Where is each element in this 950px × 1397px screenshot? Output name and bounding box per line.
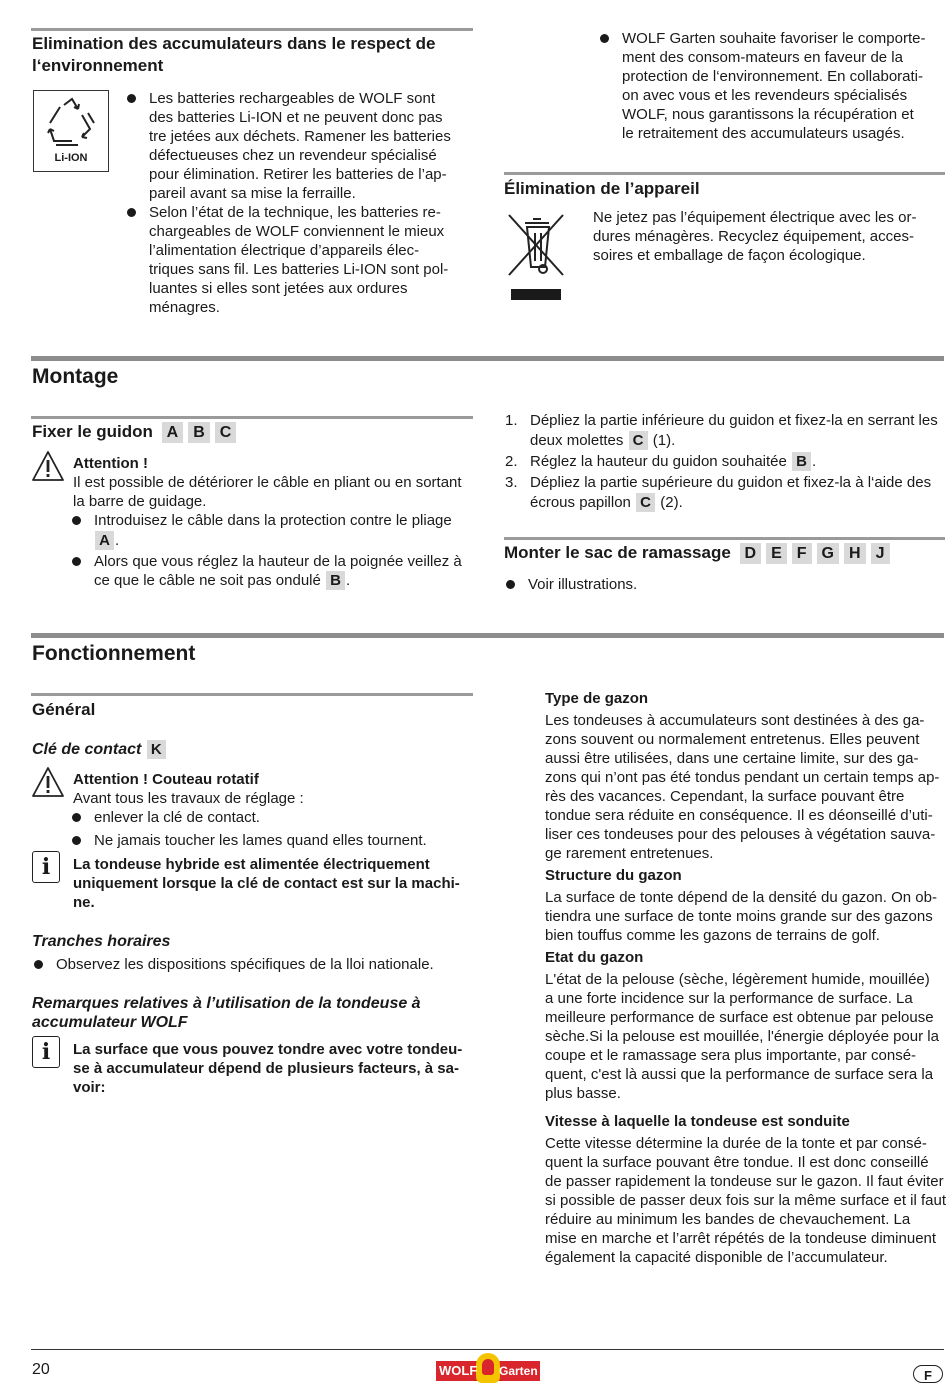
etat-gazon-title: Etat du gazon	[545, 949, 644, 966]
tag-j: J	[871, 543, 890, 564]
list-item: Ne jamais toucher les lames quand elles tournent.	[70, 831, 475, 850]
guidon-steps	[505, 411, 950, 512]
crossed-bin-icon	[505, 209, 567, 301]
general-title: Général	[32, 700, 96, 719]
info-icon: i	[32, 1036, 60, 1068]
etat-gazon-text: L'état de la pelouse (sèche, légèrement humide, mouillée) a une forte incidence sur la performance de surface. La meilleure performance de surface est obtenue par pelouse sèche.Si la pelouse est mouillée, l'énergie déployée pour la coupe et le ramassage sera plus importante, par consé- quent, c'est là aussi que la performance de surface sera la plus basse.	[545, 971, 939, 1102]
type-gazon-text: Les tondeuses à accumulateurs sont destinées à des ga- zons souvent ou normalement entretenus. Elles peuvent aussi être utilisées, dans une certaine limite, sur des ga- zons qui n’ont pas été tondus pendant un certain temps ap- rès des vacances. Cependant, la surface pouvant être tondue sera réduite en conséquence. Il es déonseillé d’uti- liser ces tondeuses pour des pelouses à végétation sauva- ge rarement entretenues.	[545, 712, 940, 862]
list-item: 2. Réglez la hauteur du guidon souhaitée B .	[505, 453, 817, 470]
list-item: enlever la clé de contact.	[70, 808, 475, 827]
device-disposal-text: Ne jetez pas l’équipement électrique avec les or- dures ménagères. Recyclez équipement, acces- soires et emballage de façon écologique.	[593, 209, 917, 264]
divider-sac	[504, 537, 945, 540]
list-item: Voir illustrations.	[504, 575, 934, 594]
tag-g: G	[817, 543, 839, 564]
cle-title: Clé de contact K	[32, 740, 167, 759]
divider-montage	[31, 356, 944, 361]
tag-b: B	[792, 452, 811, 471]
wolf-garten-logo	[436, 1353, 540, 1385]
tag-c: C	[636, 493, 655, 512]
fonctionnement-right-column	[545, 689, 947, 1267]
tag-b: B	[188, 422, 210, 443]
tag-k: K	[147, 740, 166, 759]
tag-c: C	[629, 431, 648, 450]
guidon-bullets	[70, 511, 475, 590]
vitesse-text: Cette vitesse détermine la durée de la tonte et par consé- quent la surface pouvant être tondue. Il est donc conseillé de passer rapidement la tondeuse sur le gazon. Il faut éviter si possible de passer deux fois sur la même surface et il faut réduire au minimum les bandes de chevauchement. La mise en marche et l’arrêt répétés de la tondeuse diminuent également la capacité disponible de l’accumulateur.	[545, 1135, 947, 1266]
remarques-title: Remarques relatives à l’utilisation de la tondeuse à accumulateur WOLF	[32, 995, 421, 1031]
warning-icon	[31, 766, 65, 798]
structure-gazon-title: Structure du gazon	[545, 867, 682, 884]
footer-divider	[31, 1349, 944, 1350]
structure-gazon-text: La surface de tonte dépend de la densité du gazon. On ob- tiendra une surface de tonte moins grande sur des gazons bien touffus comme les gazons de terrains de golf.	[545, 889, 937, 944]
list-item: WOLF Garten souhaite favoriser le comporte- ment des consom-mateurs en faveur de la protection de l‘environnement. En collaborati- on avec vous et les revendeurs spécialisés WOLF, nous garantissons la récupération et le retraitement des accumulateurs usagés.	[598, 29, 948, 143]
list-item: 3. Dépliez la partie supérieure du guidon et fixez-la à l‘aide des écrous papillon C (2).	[505, 474, 932, 511]
warning-icon	[31, 450, 65, 482]
guidon-attention: Attention !	[73, 455, 148, 472]
info-text-1: La tondeuse hybride est alimentée électriquement uniquement lorsque la clé de contact est sur la machi- ne.	[73, 856, 460, 911]
list-item: Les batteries rechargeables de WOLF sont des batteries Li-ION et ne peuvent donc pas tre jetées aux déchets. Ramener les batteries défectueuses chez un revendeur spécialisé pour élimination. Retirer les batteries de l’ap- pareil avant sa mise la ferraille.	[125, 89, 475, 203]
tag-e: E	[766, 543, 787, 564]
montage-title: Montage	[32, 365, 119, 388]
divider-top-left	[31, 28, 473, 31]
li-ion-label: Li-ION	[54, 152, 88, 164]
page-number: 20	[32, 1361, 50, 1378]
tag-b: B	[326, 571, 345, 590]
tag-a: A	[162, 422, 184, 443]
list-item: Introduisez le câble dans la protection contre le pliage A .	[70, 511, 475, 550]
attention-bullets	[70, 808, 475, 850]
attention-couteau: Attention ! Couteau rotatif	[73, 771, 259, 788]
logo-left-text: WOLF	[439, 1363, 478, 1378]
li-ion-recycle-icon	[33, 90, 109, 172]
tranches-bullets	[32, 955, 472, 974]
divider-general	[31, 693, 473, 696]
tranches-title: Tranches horaires	[32, 933, 171, 950]
type-gazon-title: Type de gazon	[545, 690, 649, 707]
device-disposal-title: Élimination de l’appareil	[504, 179, 700, 198]
tag-d: D	[740, 543, 762, 564]
vitesse-title: Vitesse à laquelle la tondeuse est sonduite	[545, 1113, 850, 1130]
tag-a: A	[95, 531, 114, 550]
divider-disposal	[504, 172, 945, 175]
tag-c: C	[215, 422, 237, 443]
sac-bullets	[504, 575, 934, 594]
guidon-warn-text: Il est possible de détériorer le câble en pliant ou en sortant la barre de guidage.	[73, 474, 462, 510]
recycling-bullets	[125, 89, 475, 317]
fonctionnement-title: Fonctionnement	[32, 642, 196, 665]
tag-f: F	[792, 543, 812, 564]
list-item: Selon l’état de la technique, les batteries re- chargeables de WOLF conviennent le mieux l’alimentation électrique d’appareils élec- triques sans fil. Les batteries Li-ION sont pol- luantes si elles sont jetées aux ordures ménagres.	[125, 203, 475, 317]
info-icon: i	[32, 851, 60, 883]
divider-fonctionnement	[31, 633, 944, 638]
recycling-right-bullet	[598, 29, 948, 143]
recycling-title: Elimination des accumulateurs dans le respect de l‘environnement	[32, 34, 436, 75]
list-item: Alors que vous réglez la hauteur de la poignée veillez à ce que le câble ne soit pas ondulé B .	[70, 552, 475, 590]
attention-couteau-text: Avant tous les travaux de réglage :	[73, 790, 304, 807]
info-text-2: La surface que vous pouvez tondre avec votre tondeu- se à accumulateur dépend de plusieurs facteurs, à sa- voir:	[73, 1041, 463, 1096]
divider-guidon	[31, 416, 473, 419]
sac-title: Monter le sac de ramassage D E F G H J	[504, 542, 891, 564]
tag-h: H	[844, 543, 866, 564]
language-badge: F	[913, 1365, 943, 1383]
guidon-title: Fixer le guidon A B C	[32, 421, 237, 443]
logo-right-text: Garten	[499, 1364, 538, 1378]
list-item: Observez les dispositions spécifiques de la lloi nationale.	[32, 955, 472, 974]
list-item: 1. Dépliez la partie inférieure du guidon et fixez-la en serrant les deux molettes C (1).	[505, 412, 938, 449]
